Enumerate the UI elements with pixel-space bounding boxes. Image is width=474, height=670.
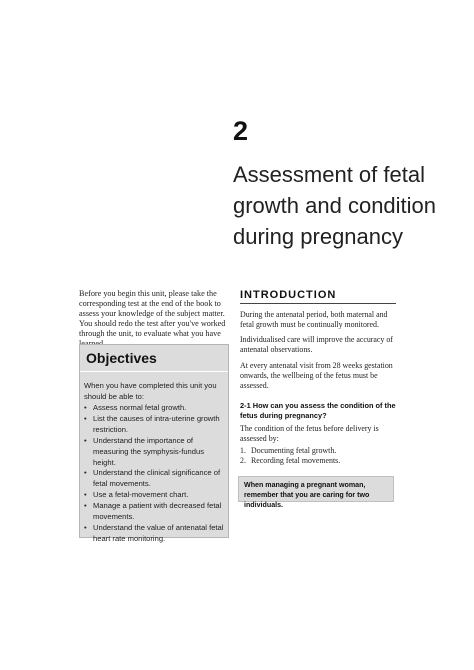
pre-test-note: Before you begin this unit, please take the corresponding test at the end of the book to assess your knowledge of the subject matter. You should redo the test after you've worked through the unit, to evaluate what you have <box>79 289 226 338</box>
list-item <box>240 456 400 466</box>
bullet-icon: • <box>84 435 87 445</box>
objective-text: Understand the clinical significance of fetal movements. <box>93 468 221 489</box>
introduction-paragraph: Individualised care will improve the accuracy of antenatal observations. <box>240 335 393 354</box>
list-text: Recording fetal movements. <box>251 456 341 465</box>
section-text: The condition of the fetus before delivery is assessed by: <box>240 424 379 443</box>
objective-item <box>84 490 226 501</box>
introduction-heading: INTRODUCTION <box>240 289 337 301</box>
objectives-divider <box>80 371 228 372</box>
objectives-list <box>84 403 226 545</box>
introduction-divider <box>240 303 396 304</box>
chapter-title: Assessment of fetal growth and condition during pregnancy <box>233 162 437 249</box>
objectives-intro: When you have completed this unit you should be able to: <box>84 381 217 401</box>
section-heading: 2-1 How can you assess the condition of the fetus during pregnancy? <box>240 401 396 420</box>
objective-item <box>84 501 226 523</box>
objective-item <box>84 403 226 414</box>
assessment-list <box>240 446 400 466</box>
list-number: 1. <box>240 446 246 455</box>
chapter-number: 2 <box>233 116 249 146</box>
objective-item <box>84 436 226 469</box>
introduction-paragraph: At every antenatal visit from 28 weeks gestation onwards, the wellbeing of the fetus must be assessed. <box>240 361 393 390</box>
bullet-icon: • <box>84 522 87 532</box>
objective-item <box>84 414 226 436</box>
bullet-icon: • <box>84 468 87 478</box>
objectives-heading: Objectives <box>86 350 157 366</box>
objectives-box <box>79 344 229 543</box>
bullet-icon: • <box>84 501 87 511</box>
objective-text: Understand the value of antenatal fetal heart rate monitoring. <box>93 522 224 543</box>
callout-box: When managing a pregnant woman, remember that you are caring for two individuals. <box>238 476 394 502</box>
objective-item <box>84 523 226 545</box>
introduction-paragraph: During the antenatal period, both maternal and fetal growth must be continually monitored. <box>240 310 388 329</box>
objective-item <box>84 468 226 490</box>
list-item <box>240 446 400 456</box>
objective-text: List the causes of intra-uterine growth restriction. <box>93 413 220 434</box>
bullet-icon: • <box>84 413 87 423</box>
objective-text: Understand the importance of measuring the symphysis-fundus height. <box>93 435 205 467</box>
objective-text: Assess normal fetal growth. <box>93 403 187 412</box>
bullet-icon: • <box>84 490 87 500</box>
bullet-icon: • <box>84 403 87 412</box>
objective-text: Manage a patient with decreased fetal movements. <box>93 501 222 522</box>
list-text: Documenting fetal growth. <box>251 446 337 455</box>
objective-text: Use a fetal-movement chart. <box>93 490 189 500</box>
list-number: 2. <box>240 456 246 465</box>
